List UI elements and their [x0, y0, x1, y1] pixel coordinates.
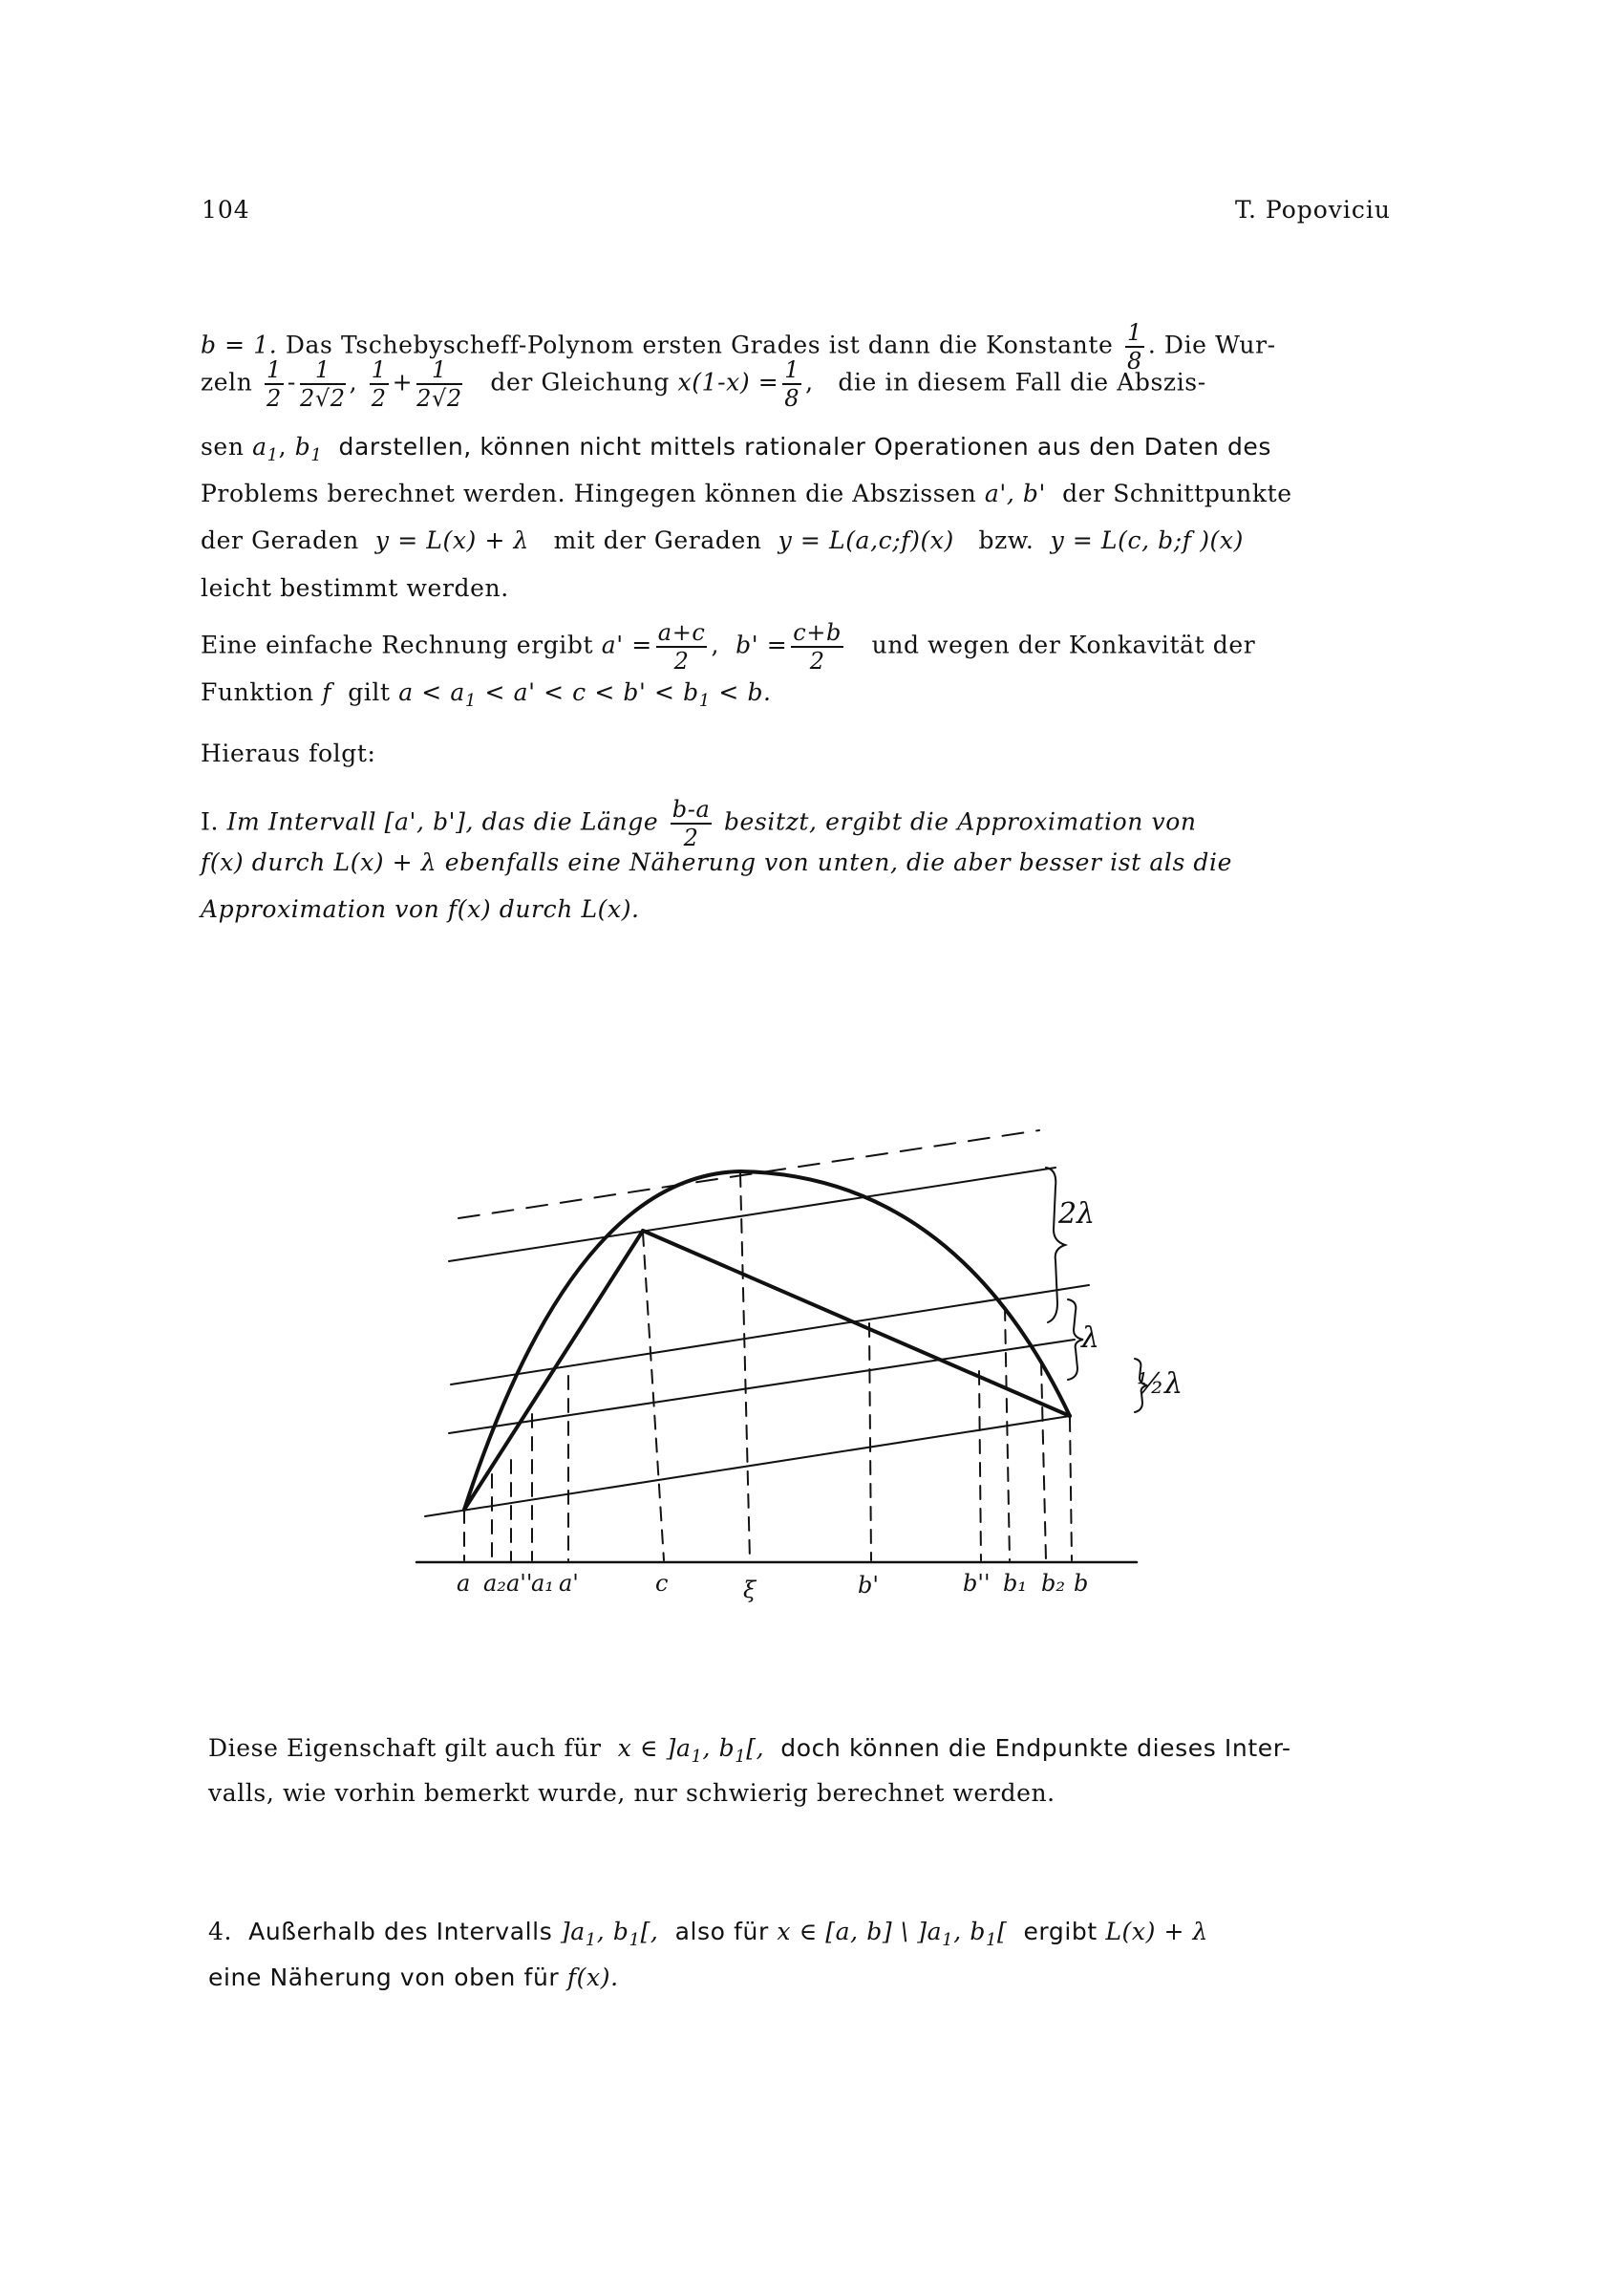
- line-L-plus-lambda: [451, 1285, 1089, 1384]
- text: das die Länge: [481, 807, 659, 836]
- math: , b: [953, 1918, 986, 1945]
- text: besitzt, ergibt die Approximation von: [723, 807, 1197, 836]
- label-b2: b₂: [1041, 1570, 1065, 1597]
- text: mit der Geraden: [553, 526, 762, 554]
- text: gilt: [348, 678, 391, 706]
- page-number: 104: [202, 196, 250, 224]
- math: a' =: [601, 631, 652, 659]
- label-a: a: [457, 1570, 471, 1597]
- text: Außerhalb des Intervalls: [248, 1918, 553, 1945]
- vline-b: [1070, 1418, 1072, 1560]
- label-lambda: λ: [1081, 1321, 1100, 1355]
- label-b: b: [1074, 1570, 1089, 1597]
- math: L(x) + λ: [1105, 1918, 1209, 1945]
- fraction-one-eighth: $\frac{1}{8}$: [784, 356, 800, 412]
- p1-line3: sen $a_1$, $b_1$ darstellen, können nicht mittels rationaler Operationen aus den Daten des: [201, 433, 1272, 465]
- text: Problems berechnet werden. Hingegen können die Abszissen: [201, 480, 977, 507]
- a1: a: [252, 433, 267, 461]
- vline-xi: [740, 1173, 750, 1560]
- text: ergibt: [1023, 1918, 1098, 1945]
- label-2lambda: 2λ: [1058, 1197, 1096, 1231]
- vline-c: [643, 1233, 664, 1560]
- b-equals-one: b = 1.: [201, 331, 278, 359]
- label-a-prime: a': [559, 1570, 579, 1597]
- text: sen: [201, 433, 245, 461]
- text: Im Intervall: [226, 807, 377, 836]
- chord-a-c: [464, 1231, 643, 1510]
- text: Funktion: [201, 678, 314, 706]
- theorem-line3: Approximation von f(x) durch L(x).: [201, 895, 640, 923]
- text: Das Tschebyscheff-Polynom ersten Grades ist dann die Konstante: [285, 331, 1114, 359]
- math: f: [322, 678, 332, 706]
- fraction-half: $\frac{1}{2}$: [371, 356, 387, 412]
- subscript: 1: [266, 445, 279, 465]
- line-L-plus-2lambda: [449, 1168, 1055, 1261]
- p2-line1: Eine einfache Rechnung ergibt a' = $\frac{a+c}{2}$ , b' = $\frac{c+b}{2}$ und wegen der Konkavität der: [201, 619, 1256, 675]
- fraction-half: $\frac{1}{2}$: [266, 356, 282, 412]
- math: [: [997, 1918, 1008, 1945]
- label-c: c: [655, 1570, 669, 1597]
- fraction-inv-root: $\frac{1}{2√2}$: [416, 356, 462, 412]
- p5-line1: [208, 1918, 1208, 1950]
- subscript: 1: [629, 1930, 641, 1950]
- curve-f: [464, 1171, 1070, 1510]
- label-a2: a₂: [483, 1570, 506, 1597]
- subscript: 1: [310, 445, 323, 465]
- math: a', b': [984, 480, 1047, 507]
- math: < b.: [718, 678, 772, 706]
- subscript: 1: [464, 691, 477, 711]
- p5-line2: [208, 1963, 619, 1991]
- text: der Schnittpunkte: [1062, 480, 1292, 507]
- math: x ∈ [a, b] \ ]a: [777, 1918, 943, 1945]
- math: y = L(x) + λ: [374, 526, 529, 554]
- label-a1: a₁: [531, 1570, 554, 1597]
- math: ]a: [560, 1918, 586, 1945]
- tangent-line: [458, 1130, 1039, 1218]
- math: x ∈ ]a: [617, 1734, 692, 1762]
- math: [a', b'],: [384, 807, 475, 836]
- text: Eine einfache Rechnung ergibt: [201, 631, 594, 659]
- fraction-inv-root: $\frac{1}{2√2}$: [299, 356, 346, 412]
- section-number: 4.: [208, 1918, 233, 1945]
- text: die in diesem Fall die Abszis-: [838, 368, 1206, 397]
- label-b-prime: b': [858, 1572, 879, 1599]
- math: y = L(a,c;f)(x): [778, 526, 954, 554]
- subscript: 1: [691, 1747, 703, 1767]
- subscript: 1: [942, 1930, 954, 1950]
- text: zeln: [201, 368, 253, 397]
- math: , b: [596, 1918, 629, 1945]
- fraction-c-plus-b: $\frac{c+b}{2}$: [793, 619, 842, 675]
- math: < a' < c < b' < b: [484, 678, 699, 706]
- running-author: T. Popoviciu: [1235, 196, 1392, 224]
- b1: b: [294, 433, 311, 461]
- fraction-one-eighth: $\frac{1}{8}$: [1126, 319, 1142, 375]
- vline-b-dd: [979, 1371, 981, 1560]
- text: Diese Eigenschaft gilt auch für: [208, 1734, 602, 1762]
- math: , b: [702, 1734, 736, 1762]
- label-b-dd: b'': [963, 1570, 991, 1597]
- text: eine Näherung von oben für: [208, 1963, 560, 1991]
- math: [,: [640, 1918, 659, 1945]
- math: y = L(c, b;f )(x): [1050, 526, 1244, 554]
- subscript: 1: [698, 691, 711, 711]
- text: darstellen, können nicht mittels rationaler Operationen aus den Daten des: [338, 433, 1272, 461]
- p3: Hieraus folgt:: [201, 740, 376, 767]
- p4-line2: valls, wie vorhin bemerkt wurde, nur schwierig berechnet werden.: [208, 1779, 1055, 1807]
- math: b' =: [736, 631, 788, 659]
- text: bzw.: [978, 526, 1034, 554]
- p1-line6: leicht bestimmt werden.: [201, 574, 509, 602]
- subscript: 1: [985, 1930, 997, 1950]
- subscript: 1: [735, 1747, 747, 1767]
- vline-b2: [1041, 1362, 1046, 1560]
- vline-b-prime: [869, 1323, 871, 1560]
- text: doch können die Endpunkte dieses Inter-: [780, 1734, 1291, 1762]
- fraction-b-minus-a: $\frac{b-a}{2}$: [672, 796, 711, 851]
- math: a < a: [398, 678, 465, 706]
- text: und wegen der Konkavität der: [871, 631, 1256, 659]
- label-b1: b₁: [1003, 1570, 1027, 1597]
- text: also für: [674, 1918, 769, 1945]
- text: der Gleichung: [490, 368, 670, 397]
- math: [,: [746, 1734, 765, 1762]
- theorem-line2: f(x) durch L(x) + λ ebenfalls eine Näherung von unten, die aber besser ist als die: [201, 848, 1233, 876]
- equation: x(1-x) =: [677, 368, 779, 397]
- p4-line1: [208, 1734, 1291, 1767]
- text: der Geraden: [201, 526, 359, 554]
- vline-b1: [1005, 1307, 1010, 1560]
- subscript: 1: [585, 1930, 597, 1950]
- label-a-dd: a'': [506, 1570, 533, 1597]
- text: . Die Wur-: [1147, 331, 1276, 359]
- math: f(x).: [566, 1963, 619, 1991]
- fraction-a-plus-c: $\frac{a+c}{2}$: [657, 619, 706, 675]
- brace-2lambda: [1046, 1168, 1065, 1322]
- theorem-number: I.: [201, 807, 220, 836]
- label-half-lambda: ½λ: [1137, 1367, 1183, 1401]
- p1-line2: zeln $\frac{1}{2}$ - $\frac{1}{2√2}$ , $\frac{1}{2}$ + $\frac{1}{2√2}$ der Gleichung x(1-x) = $\frac{1}{8}$ , die in diesem Fall die Abszis-: [201, 356, 1206, 412]
- label-xi: ξ: [743, 1577, 757, 1603]
